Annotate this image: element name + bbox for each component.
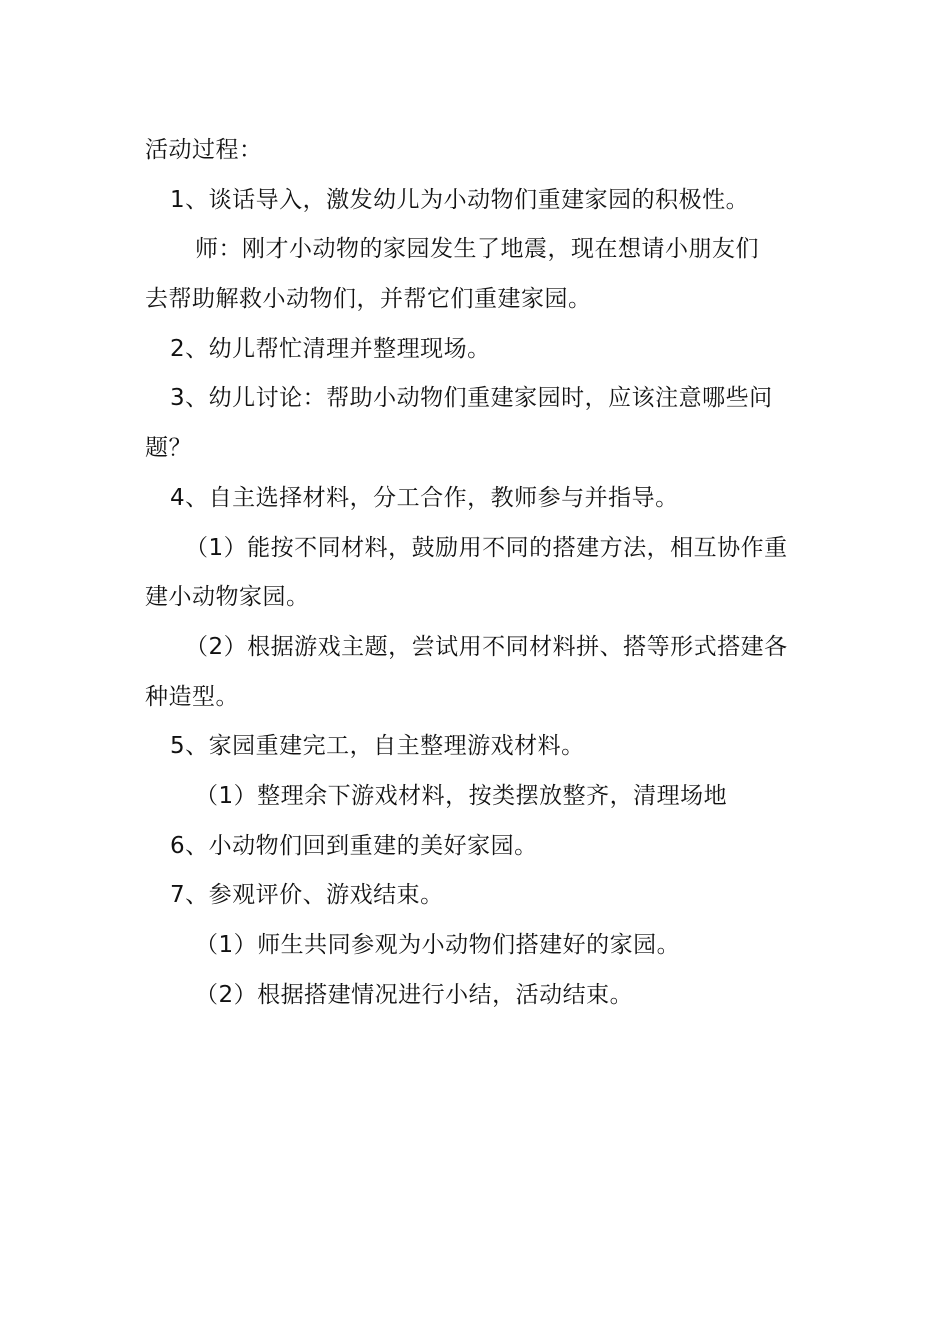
section-heading: 活动过程： xyxy=(145,137,263,163)
step-7-sub-1: （1）师生共同参观为小动物们搭建好的家园。 xyxy=(195,932,681,958)
step-5-sub-1: （1）整理余下游戏材料，按类摆放整齐，清理场地 xyxy=(195,782,728,809)
step-3: 3、幼儿讨论：帮助小动物们重建家园时，应该注意哪些问 xyxy=(170,385,773,412)
teacher-line-continued: 去帮助解救小动物们，并帮它们重建家园。 xyxy=(145,286,592,313)
step-5: 5、家园重建完工，自主整理游戏材料。 xyxy=(170,733,585,760)
step-4-sub-1-continued: 建小动物家园。 xyxy=(145,584,310,611)
step-7-sub-2: （2）根据搭建情况进行小结，活动结束。 xyxy=(195,981,634,1008)
step-6: 6、小动物们回到重建的美好家园。 xyxy=(170,832,538,859)
step-4: 4、自主选择材料，分工合作，教师参与并指导。 xyxy=(170,484,679,511)
step-2: 2、幼儿帮忙清理并整理现场。 xyxy=(170,335,491,362)
step-7: 7、参观评价、游戏结束。 xyxy=(170,882,444,909)
step-1: 1、谈话导入，激发幼儿为小动物们重建家园的积极性。 xyxy=(170,186,750,213)
document-body xyxy=(145,126,815,1020)
step-4-sub-2: （2）根据游戏主题，尝试用不同材料拼、搭等形式搭建各 xyxy=(185,633,788,660)
step-4-sub-2-continued: 种造型。 xyxy=(145,683,239,710)
step-4-sub-1: （1）能按不同材料，鼓励用不同的搭建方法，相互协作重 xyxy=(185,534,788,561)
step-3-continued: 题？ xyxy=(145,435,192,462)
teacher-line: 师：刚才小动物的家园发生了地震，现在想请小朋友们 xyxy=(195,236,759,263)
